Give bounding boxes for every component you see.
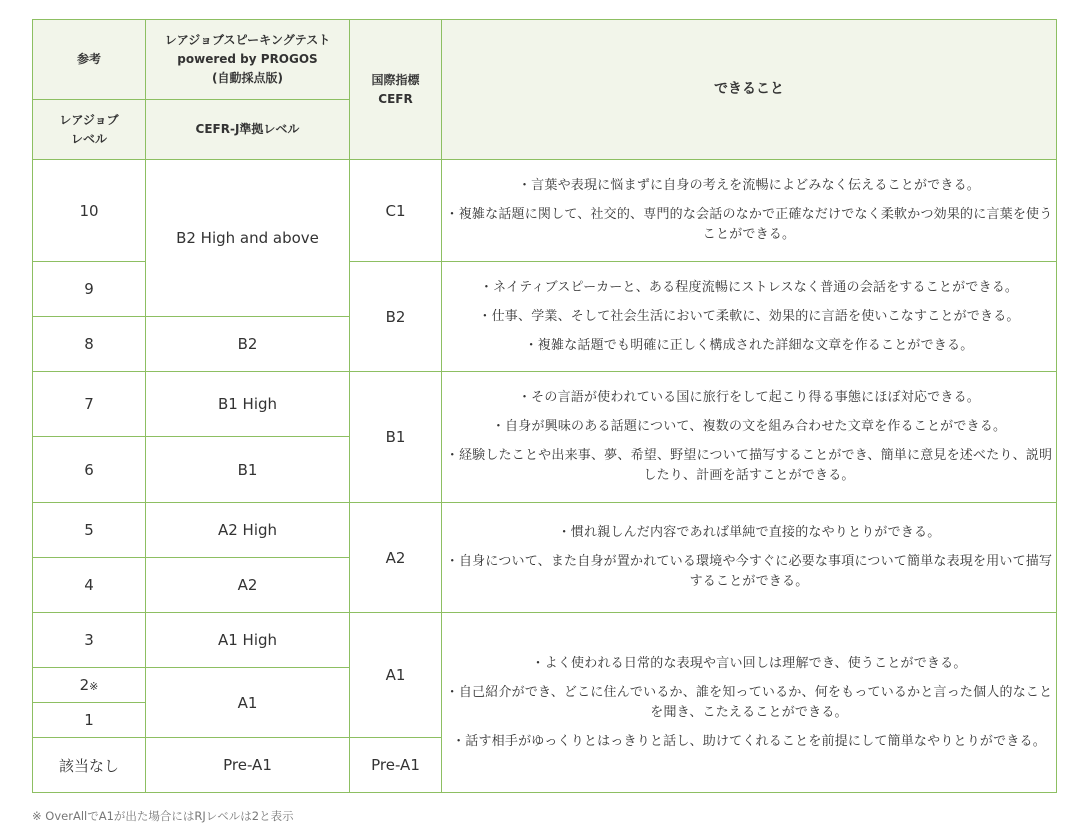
rj-level-cell: 9 xyxy=(33,262,146,317)
header-rj-level-line2: レベル xyxy=(70,131,107,146)
cefr-cell: B2 xyxy=(350,262,442,372)
rj-level-value: 2 xyxy=(79,676,90,694)
header-can-do: できること xyxy=(442,20,1057,160)
cefrj-level-cell: Pre-A1 xyxy=(146,738,350,793)
rj-level-cell: 1 xyxy=(33,703,146,738)
can-do-item: ・自身について、また自身が置かれている環境や今すぐに必要な事項について簡単な表現を用いて描写することができる。 xyxy=(445,554,1053,589)
header-cefr xyxy=(350,20,442,160)
can-do-cell xyxy=(442,503,1057,613)
can-do-item: ・複雑な話題でも明確に正しく構成された詳細な文章を作ることができる。 xyxy=(524,337,974,353)
can-do-cell xyxy=(442,613,1057,793)
header-test-name-line2: powered by PROGOS xyxy=(177,52,318,66)
cefr-cell: C1 xyxy=(350,160,442,262)
footnote: ※ OverAllでA1が出た場合にはRJレベルは2と表示 xyxy=(32,809,294,823)
can-do-item: ・仕事、学業、そして社会生活において柔軟に、効果的に言語を使いこなすことができる。 xyxy=(478,308,1020,324)
can-do-cell xyxy=(442,262,1057,372)
header-cefr-line1: 国際指標 xyxy=(371,72,420,87)
header-test-name-line3: (自動採点版) xyxy=(212,71,283,85)
can-do-item: ・ネイティブスピーカーと、ある程度流暢にストレスなく普通の会話をすることができる。 xyxy=(479,279,1019,295)
table-row xyxy=(33,372,1057,437)
table-body xyxy=(33,160,1057,793)
cefrj-level-cell: A1 High xyxy=(146,613,350,668)
can-do-item: ・自己紹介ができ、どこに住んでいるか、誰を知っているか、何をもっているかと言った個人的なことを聞き、こたえることができる。 xyxy=(445,684,1053,720)
header-rj-level xyxy=(33,100,146,160)
can-do-cell xyxy=(442,372,1057,503)
header-cefr-line2: CEFR xyxy=(378,91,413,106)
rj-level-cell xyxy=(33,668,146,703)
can-do-item: ・話す相手がゆっくりとはっきりと話し、助けてくれることを前提にして簡単なやりとりができる。 xyxy=(452,733,1046,749)
rj-level-cell: 3 xyxy=(33,613,146,668)
rj-level-cell: 10 xyxy=(33,160,146,262)
table-header xyxy=(33,20,1057,160)
cefrj-level-cell: B1 High xyxy=(146,372,350,437)
cefr-cell: B1 xyxy=(350,372,442,503)
header-test-name-line1: レアジョブスピーキングテスト xyxy=(164,33,331,47)
cefrj-level-cell: A1 xyxy=(146,668,350,738)
rj-level-cell: 5 xyxy=(33,503,146,558)
level-table xyxy=(32,19,1057,793)
header-cefrj-level: CEFR-J準拠レベル xyxy=(146,100,350,160)
cefrj-level-cell: A2 High xyxy=(146,503,350,558)
header-rj-level-line1: レアジョブ xyxy=(59,112,119,127)
cefrj-level-cell: B2 xyxy=(146,317,350,372)
cefr-cell: A1 xyxy=(350,613,442,738)
rj-level-cell: 7 xyxy=(33,372,146,437)
cefr-cell: Pre-A1 xyxy=(350,738,442,793)
table-row xyxy=(33,160,1057,262)
can-do-item: ・その言語が使われている国に旅行をして起こり得る事態にほぼ対応できる。 xyxy=(517,390,980,405)
header-ref: 参考 xyxy=(33,20,146,100)
can-do-cell xyxy=(442,160,1057,262)
table-row xyxy=(33,503,1057,558)
can-do-item: ・慣れ親しんだ内容であれば単純で直接的なやりとりができる。 xyxy=(557,525,941,540)
can-do-item: ・経験したことや出来事、夢、希望、野望について描写することができ、簡単に意見を述べたり、説明したり、計画を話すことができる。 xyxy=(445,448,1053,483)
rj-level-cell: 8 xyxy=(33,317,146,372)
can-do-item: ・言葉や表現に悩まずに自身の考えを流暢によどみなく伝えることができる。 xyxy=(517,178,980,193)
cefrj-level-cell: A2 xyxy=(146,558,350,613)
cefr-cell: A2 xyxy=(350,503,442,613)
cefrj-level-cell: B1 xyxy=(146,437,350,503)
can-do-item: ・複雑な話題に関して、社交的、専門的な会話のなかで正確なだけでなく柔軟かつ効果的に言葉を使うことができる。 xyxy=(445,207,1053,242)
rj-level-cell: 4 xyxy=(33,558,146,613)
footnote-mark: ※ xyxy=(89,680,99,693)
header-test-name xyxy=(146,20,350,100)
rj-level-cell: 該当なし xyxy=(33,738,146,793)
cefrj-level-cell: B2 High and above xyxy=(146,160,350,317)
rj-level-cell: 6 xyxy=(33,437,146,503)
can-do-item: ・よく使われる日常的な表現や言い回しは理解でき、使うことができる。 xyxy=(531,655,967,671)
table-row xyxy=(33,613,1057,668)
can-do-item: ・自身が興味のある話題について、複数の文を組み合わせた文章を作ることができる。 xyxy=(491,419,1007,434)
